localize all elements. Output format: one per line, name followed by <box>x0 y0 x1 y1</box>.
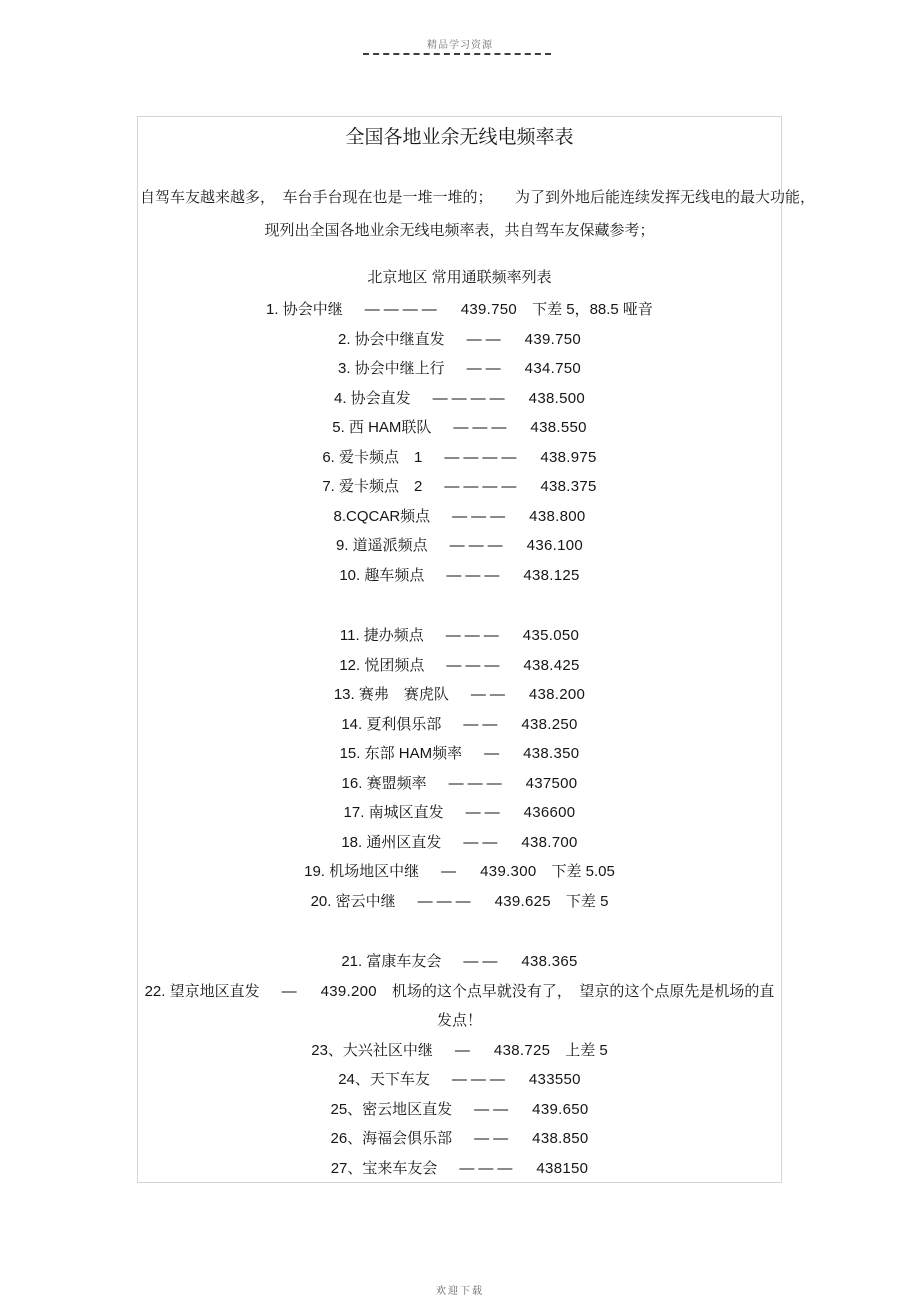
frequency-item-value: 439.625 <box>494 892 551 910</box>
frequency-item <box>138 739 781 769</box>
frequency-item <box>138 502 781 532</box>
frequency-item-value: 436.100 <box>526 537 583 554</box>
frequency-item <box>138 828 781 858</box>
frequency-item-note: 下差 5 <box>565 892 609 910</box>
frequency-item-dashes: ——— <box>459 1159 517 1177</box>
frequency-item <box>138 1154 781 1184</box>
frequency-item <box>138 354 781 384</box>
frequency-item-label: 18. 通州区直发 <box>341 833 442 851</box>
frequency-item-dashes: ———— <box>364 301 441 318</box>
frequency-item-value: 435.050 <box>522 627 580 644</box>
frequency-item <box>138 325 781 355</box>
frequency-item-dashes: —— <box>463 833 502 851</box>
frequency-item <box>138 1124 781 1154</box>
frequency-item-dashes: — <box>281 982 301 1000</box>
frequency-item-dashes: ——— <box>451 1071 509 1088</box>
frequency-item-dashes: ——— <box>446 656 504 674</box>
intro-paragraph-line2: 现列出全国各地业余无线电频率表，共自驾车友保藏参考； <box>264 222 655 239</box>
frequency-item-value: 438.425 <box>523 656 580 674</box>
frequency-item <box>138 977 781 1036</box>
frequency-item-value: 438.550 <box>530 419 587 436</box>
page-watermark-bottom: 欢迎下载 <box>436 1286 484 1297</box>
frequency-item <box>138 1095 781 1125</box>
frequency-item-label: 23、大兴社区中继 <box>311 1041 433 1059</box>
frequency-item-dashes: ——— <box>446 566 504 584</box>
frequency-item <box>138 1036 781 1066</box>
frequency-item-value: 437500 <box>525 774 578 792</box>
frequency-item <box>138 887 781 917</box>
frequency-item-note: 下差 5，88.5 哑音 <box>532 301 653 318</box>
frequency-item-dashes: —— <box>463 953 502 970</box>
frequency-item-dashes: — <box>441 863 461 880</box>
frequency-item <box>138 680 781 710</box>
frequency-item-label: 13. 赛弗 赛虎队 <box>333 686 449 703</box>
frequency-item-dashes: —— <box>474 1100 513 1118</box>
frequency-item-value: 438150 <box>536 1159 589 1177</box>
frequency-item-label: 9. 道遥派频点 <box>335 537 428 554</box>
frequency-item-value: 438.250 <box>521 715 578 733</box>
watermark-dashed-divider <box>363 53 551 55</box>
frequency-item <box>138 413 781 443</box>
frequency-item <box>138 947 781 977</box>
frequency-item <box>138 1065 781 1095</box>
frequency-item-label: 22. 望京地区直发 <box>144 982 260 1000</box>
frequency-item-value: 436600 <box>523 804 576 821</box>
frequency-item-label: 24、天下车友 <box>338 1071 430 1088</box>
frequency-item <box>138 651 781 681</box>
frequency-item-value: 433550 <box>528 1071 581 1088</box>
document-page <box>137 116 816 1183</box>
frequency-item-label: 10. 趣车频点 <box>339 566 425 584</box>
frequency-item-label: 25、密云地区直发 <box>330 1100 453 1118</box>
frequency-item <box>138 561 781 591</box>
frequency-item-dashes: ——— <box>445 627 503 644</box>
frequency-item <box>138 769 781 799</box>
document-title: 全国各地业余无线电频率表 <box>345 127 574 148</box>
frequency-item-dashes: —— <box>463 715 502 733</box>
frequency-item-label: 5. 西 HAM联队 <box>332 419 432 436</box>
frequency-item-dashes: —— <box>465 804 504 821</box>
frequency-item-note: 下差 5.05 <box>551 863 615 880</box>
frequency-item-value: 438.125 <box>523 566 580 584</box>
frequency-item-value: 439.750 <box>460 301 518 318</box>
intro-paragraph-line1: 自驾车友越来越多， 车台手台现在也是一堆一堆的； 为了到外地后能连续发挥无线电的最大功能， <box>140 189 816 206</box>
frequency-item-label: 2. 协会中继直发 <box>337 330 445 348</box>
frequency-item-dashes: —— <box>470 686 509 703</box>
frequency-item-value: 439.200 <box>320 982 377 1000</box>
page-watermark-top: 精品学习资源 <box>427 40 493 51</box>
frequency-item-value: 438.700 <box>521 833 578 851</box>
frequency-list <box>138 295 781 1183</box>
frequency-item-value: 438.365 <box>521 953 578 970</box>
frequency-item-dashes: — <box>454 1041 474 1059</box>
frequency-item <box>138 531 781 561</box>
frequency-item <box>138 857 781 887</box>
frequency-item-dashes: ——— <box>453 419 511 436</box>
frequency-item-value: 439.750 <box>524 330 581 348</box>
frequency-item-dashes: ———— <box>432 389 509 407</box>
frequency-item-label: 7. 爱卡频点 2 <box>322 478 423 495</box>
frequency-item-value: 439.300 <box>480 863 537 880</box>
frequency-item-value: 434.750 <box>524 360 581 377</box>
frequency-item-value: 438.850 <box>532 1130 589 1147</box>
frequency-item-value: 438.200 <box>528 686 586 703</box>
frequency-item-label: 14. 夏利俱乐部 <box>341 715 442 733</box>
frequency-item-dashes: —— <box>466 330 505 348</box>
frequency-item-label: 17. 南城区直发 <box>343 804 444 821</box>
frequency-item-dashes: —— <box>474 1130 513 1147</box>
frequency-item-value: 439.650 <box>532 1100 589 1118</box>
frequency-item-dashes: ——— <box>417 892 475 910</box>
frequency-item-label: 3. 协会中继上行 <box>337 360 445 377</box>
frequency-item <box>138 295 781 325</box>
frequency-item-label: 20. 密云中继 <box>310 892 396 910</box>
frequency-item-dashes: ——— <box>449 537 507 554</box>
frequency-item-label: 4. 协会直发 <box>333 389 411 407</box>
frequency-item-dashes: ———— <box>444 478 521 495</box>
frequency-item-label: 11. 捷办频点 <box>339 627 424 644</box>
frequency-item-dashes: —— <box>466 360 505 377</box>
frequency-item-value: 438.350 <box>523 745 580 762</box>
frequency-item-label: 12. 悦团频点 <box>339 656 425 674</box>
frequency-item-value: 438.375 <box>540 478 597 495</box>
frequency-item-label: 16. 赛盟频率 <box>341 774 427 792</box>
frequency-item-label: 21. 富康车友会 <box>341 953 442 970</box>
frequency-item-dashes: — <box>484 745 504 762</box>
frequency-item-value: 438.725 <box>493 1041 551 1059</box>
frequency-item-note: 机场的这个点早就没有了， 望京的这个点原先是机场的直发点！ <box>391 982 775 1029</box>
frequency-item-value: 438.500 <box>528 389 585 407</box>
frequency-item <box>138 710 781 740</box>
frequency-item <box>138 443 781 473</box>
frequency-item-label: 8.CQCAR频点 <box>333 507 431 525</box>
frequency-item-label: 6. 爱卡频点 1 <box>322 448 423 466</box>
frequency-item-label: 1. 协会中继 <box>266 301 343 318</box>
frequency-item <box>138 384 781 414</box>
section-title-beijing: 北京地区 常用通联频率列表 <box>367 269 552 286</box>
frequency-item-label: 27、宝来车友会 <box>330 1159 438 1177</box>
frequency-item-label: 26、海福会俱乐部 <box>330 1130 453 1147</box>
frequency-item <box>138 472 781 502</box>
frequency-item-note: 上差 5 <box>565 1041 608 1059</box>
frequency-item <box>138 621 781 651</box>
frequency-item-dashes: ——— <box>452 507 510 525</box>
frequency-item-dashes: ———— <box>444 448 521 466</box>
frequency-item-label: 19. 机场地区中继 <box>304 863 420 880</box>
frequency-item-label: 15. 东部 HAM频率 <box>339 745 463 762</box>
frequency-item-dashes: ——— <box>448 774 506 792</box>
frequency-item-value: 438.800 <box>529 507 586 525</box>
frequency-item-value: 438.975 <box>540 448 597 466</box>
frequency-item <box>138 798 781 828</box>
